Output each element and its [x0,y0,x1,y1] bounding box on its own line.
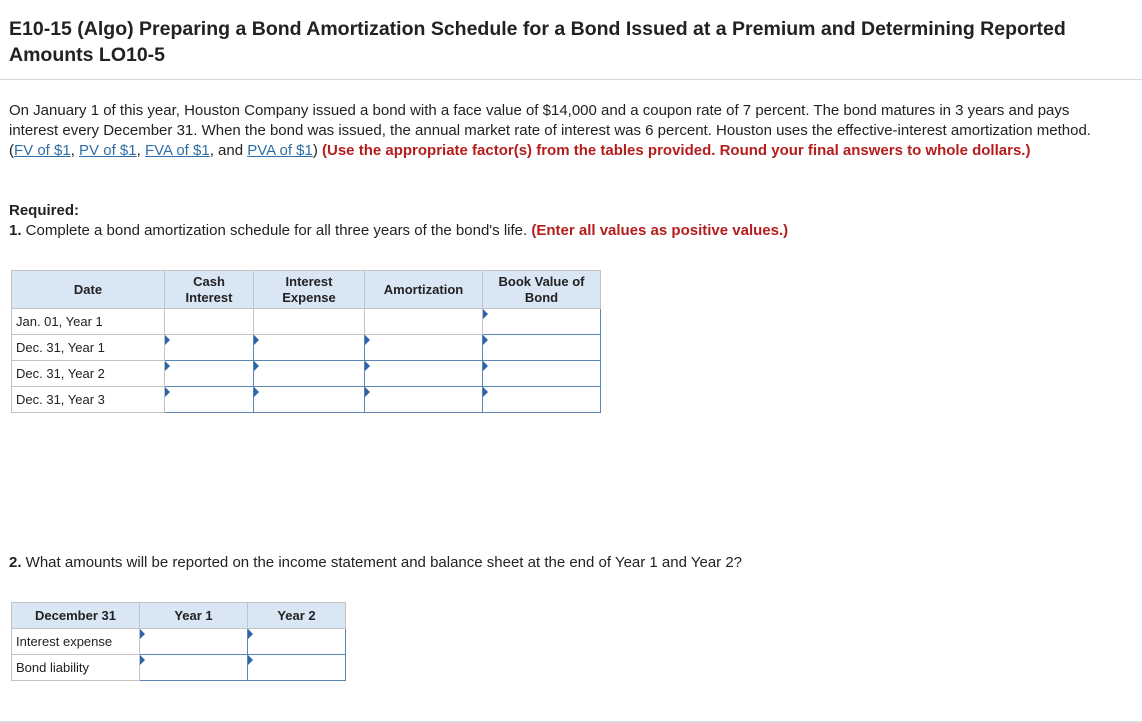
input-marker-icon [483,361,488,371]
cash-interest-input[interactable] [165,361,253,386]
interest-expense-year1-cell[interactable] [140,629,248,655]
input-marker-icon [140,629,145,639]
q1-number: 1. [9,222,22,239]
cash-interest-input-cell[interactable] [165,387,254,413]
amortization-input-cell[interactable] [365,387,483,413]
input-marker-icon [248,655,253,665]
interest-expense-input[interactable] [254,335,364,360]
row-label: Dec. 31, Year 2 [12,361,165,387]
interest-expense-input[interactable] [254,387,364,412]
required-heading: Required: [9,202,80,219]
q2-number: 2. [9,554,22,571]
pva-link[interactable]: PVA of $1 [247,142,313,159]
input-marker-icon [365,335,370,345]
page-title: E10-15 (Algo) Preparing a Bond Amortization Schedule for a Bond Issued at a Premium and Determining Reported Amounts LO10-5 [9,18,1066,66]
interest-expense-year2-cell[interactable] [248,629,346,655]
input-marker-icon [254,335,259,345]
bond-liability-year2-input[interactable] [248,655,345,680]
input-marker-icon [165,335,170,345]
schedule-header-row [12,271,601,309]
cash-interest-input[interactable] [165,387,253,412]
report-header-row [12,603,346,629]
link-close: ) [312,142,323,159]
empty-cell [165,309,254,335]
table-row [12,629,346,655]
empty-cell [254,309,365,335]
header-year-2: Year 2 [248,603,346,629]
header-amortization: Amortization [365,271,483,309]
table-row [12,655,346,681]
header-cash-interest: Cash Interest [165,271,254,309]
interest-expense-year1-input[interactable] [140,629,247,654]
book-value-input-cell[interactable] [483,387,601,413]
input-marker-icon [140,655,145,665]
input-marker-icon [483,335,488,345]
input-marker-icon [483,387,488,397]
input-marker-icon [483,309,488,319]
q1-text: Complete a bond amortization schedule for all three years of the bond's life. [21,222,532,239]
interest-expense-year2-input[interactable] [248,629,345,654]
book-value-input-cell[interactable] [483,361,601,387]
amortization-input[interactable] [365,361,482,386]
book-value-input[interactable] [483,335,600,360]
header-book-value: Book Value of Bond [483,271,601,309]
table-row [12,335,601,361]
fv-link[interactable]: FV of $1 [14,142,71,159]
cash-interest-input-cell[interactable] [165,335,254,361]
question-2 [9,553,742,573]
interest-expense-input-cell[interactable] [254,361,365,387]
bond-liability-year2-cell[interactable] [248,655,346,681]
cash-interest-input[interactable] [165,335,253,360]
input-marker-icon [165,361,170,371]
bond-liability-year1-input[interactable] [140,655,247,680]
fva-link[interactable]: FVA of $1 [144,142,210,159]
intro-text: On January 1 of this year, Houston Company issued a bond with a face value of $14,000 and a coupon rate of 7 percent. The bond matures in 3 years and pays interest every December 31. When the bond was issued, the annual market rate of interest was 6 percent. Houston uses the effective-interest amortization method. ( [9,102,1091,159]
link-separator: , and [209,142,248,159]
required-section [9,201,788,241]
row-label: Bond liability [12,655,140,681]
book-value-input[interactable] [483,387,600,412]
table-row [12,361,601,387]
interest-expense-input-cell[interactable] [254,335,365,361]
input-marker-icon [248,629,253,639]
table-row [12,387,601,413]
interest-expense-input[interactable] [254,361,364,386]
amortization-schedule-table [11,270,601,413]
header-year-1: Year 1 [140,603,248,629]
cash-interest-input-cell[interactable] [165,361,254,387]
header-interest-expense: Interest Expense [254,271,365,309]
input-marker-icon [254,387,259,397]
rounding-instruction: (Use the appropriate factor(s) from the tables provided. Round your final answers to whole dollars.) [322,142,1031,159]
pv-link[interactable]: PV of $1 [79,142,137,159]
amortization-input[interactable] [365,387,482,412]
row-label: Dec. 31, Year 1 [12,335,165,361]
book-value-input[interactable] [483,309,600,334]
q2-text: What amounts will be reported on the income statement and balance sheet at the end of Year 1 and Year 2? [21,554,743,571]
input-marker-icon [254,361,259,371]
bond-liability-year1-cell[interactable] [140,655,248,681]
amortization-input-cell[interactable] [365,335,483,361]
header-december-31: December 31 [12,603,140,629]
header-divider [0,79,1142,80]
problem-description [9,101,1119,161]
row-label: Interest expense [12,629,140,655]
empty-cell [365,309,483,335]
input-marker-icon [365,387,370,397]
row-label: Dec. 31, Year 3 [12,387,165,413]
amortization-input[interactable] [365,335,482,360]
link-separator: , [136,142,145,159]
input-marker-icon [165,387,170,397]
book-value-input-cell[interactable] [483,335,601,361]
book-value-input-cell[interactable] [483,309,601,335]
reported-amounts-table [11,602,346,681]
link-separator: , [70,142,80,159]
input-marker-icon [365,361,370,371]
header-date: Date [12,271,165,309]
table-row [12,309,601,335]
q1-instruction: (Enter all values as positive values.) [531,222,789,239]
interest-expense-input-cell[interactable] [254,387,365,413]
row-label: Jan. 01, Year 1 [12,309,165,335]
amortization-input-cell[interactable] [365,361,483,387]
book-value-input[interactable] [483,361,600,386]
